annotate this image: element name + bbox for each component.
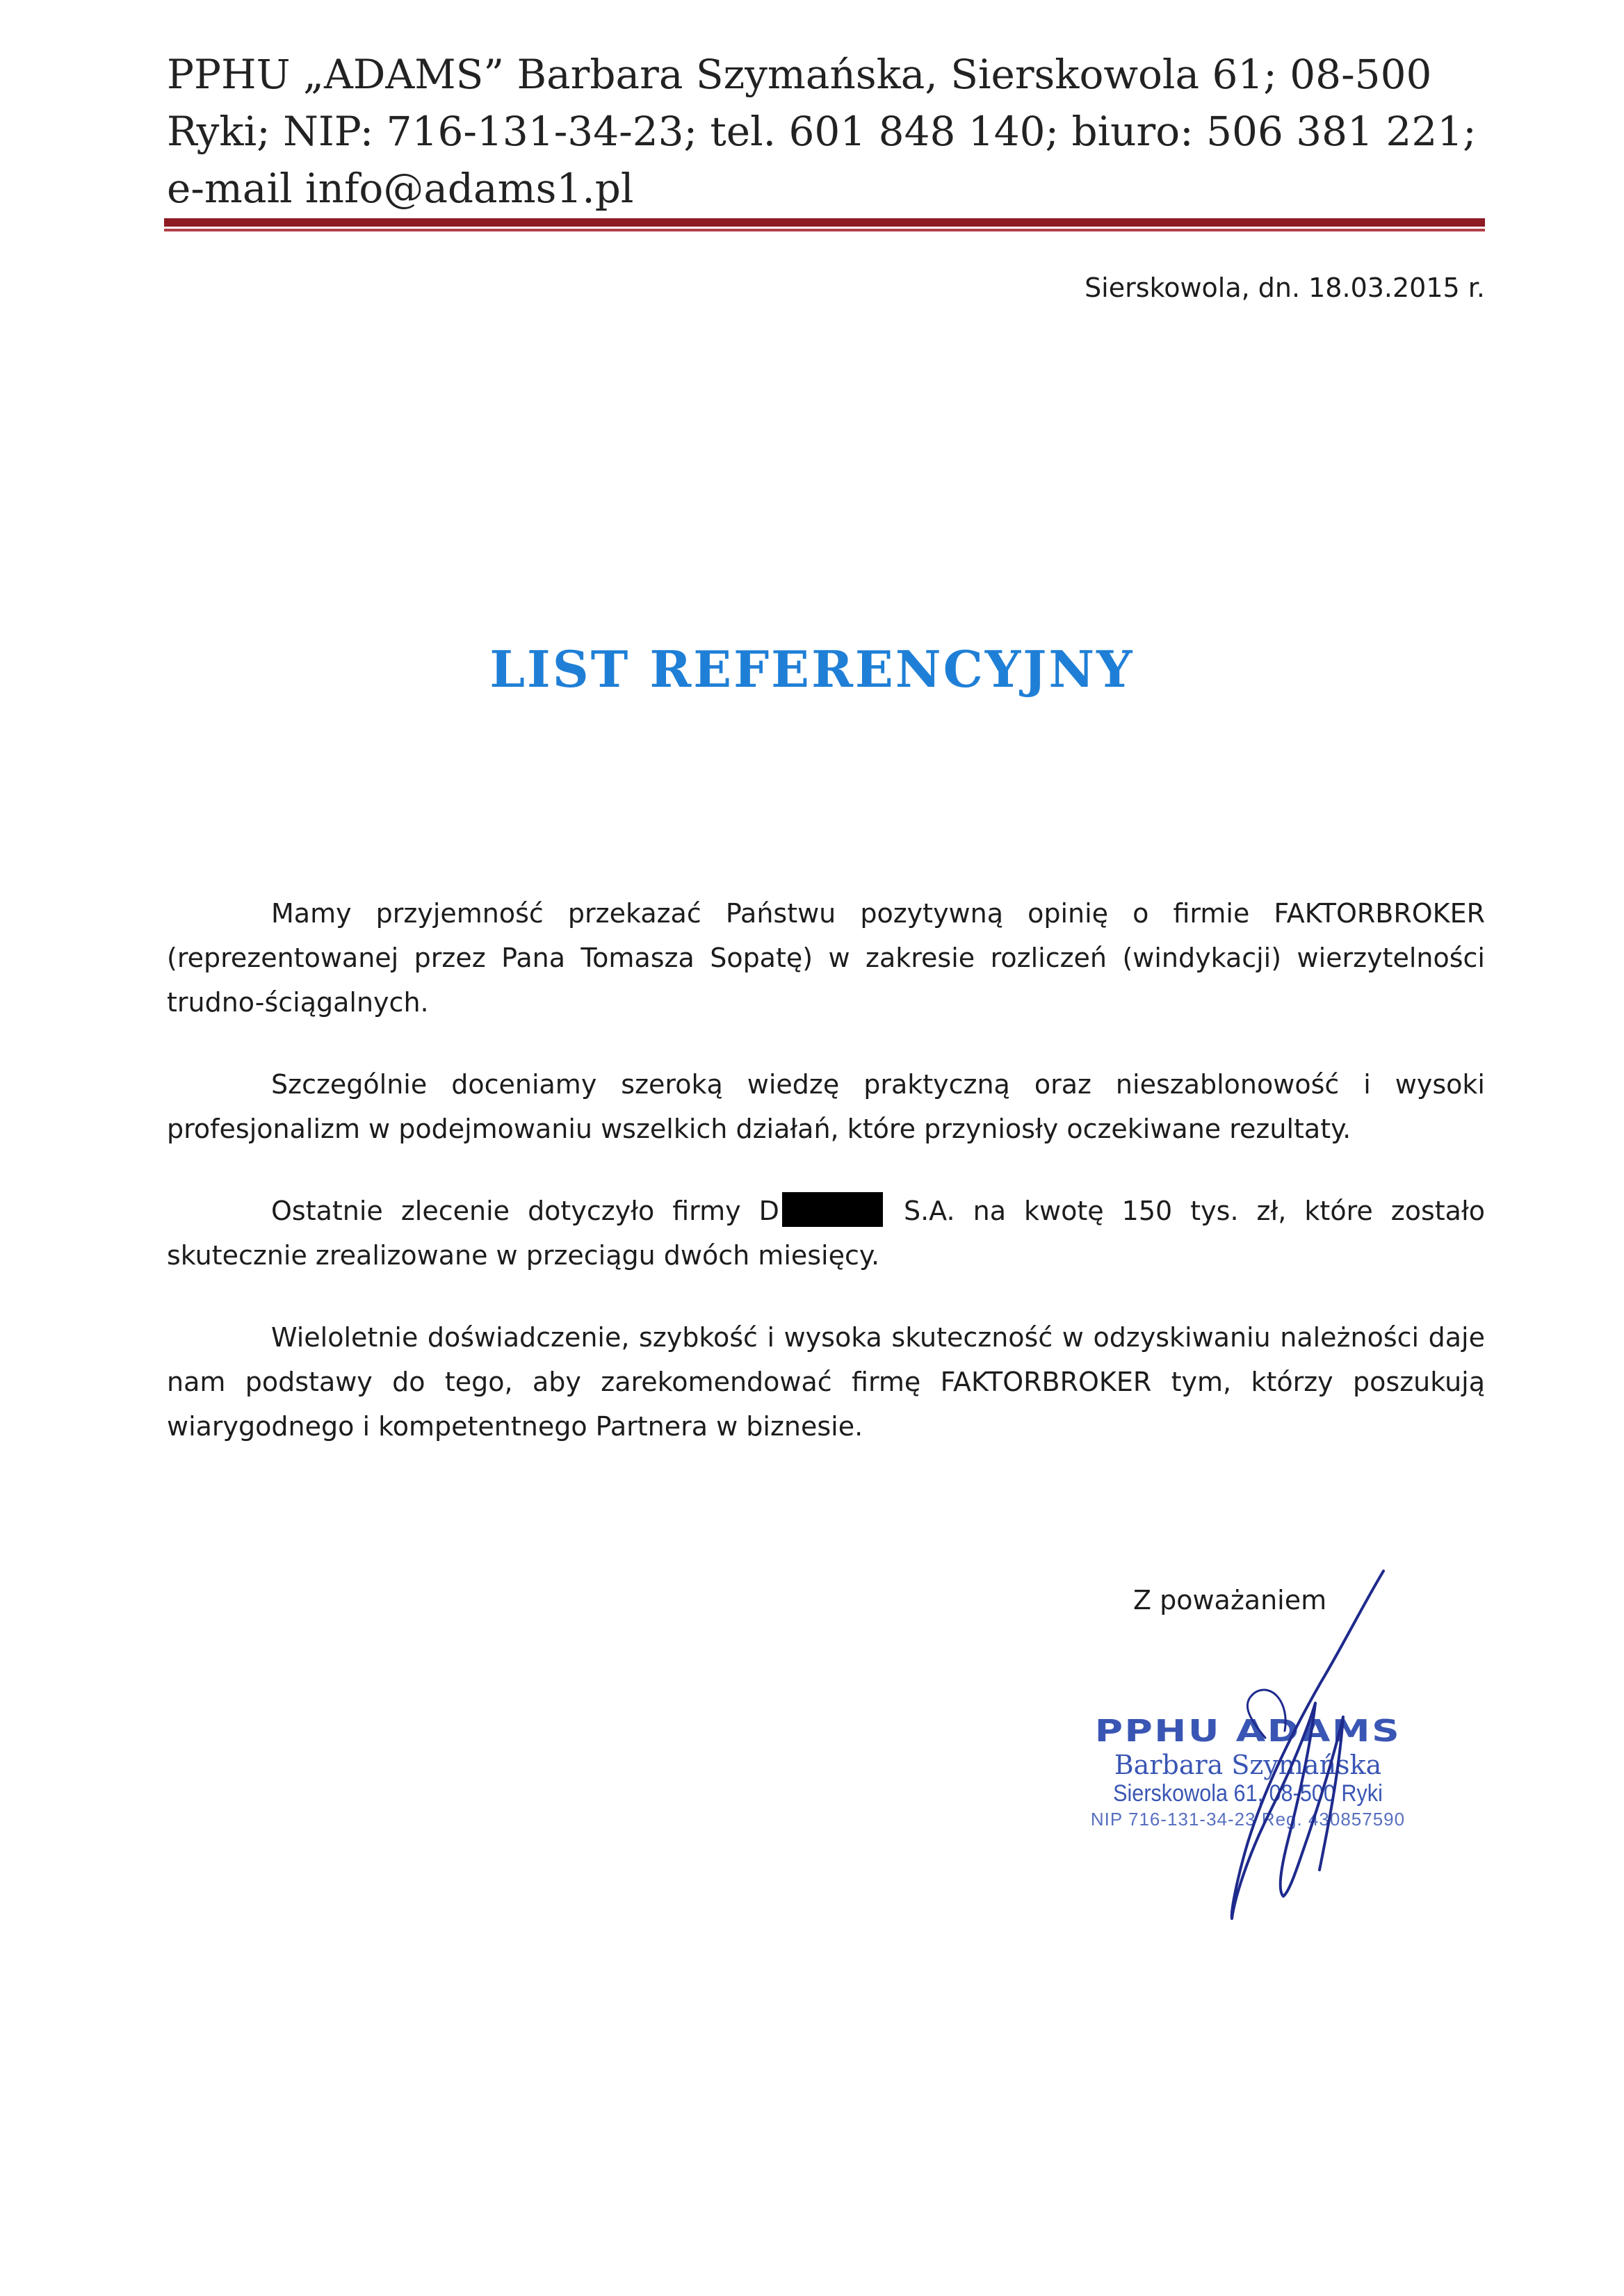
stamp-address: Sierskowola 61, 08-500 Ryki — [1113, 1780, 1383, 1807]
stamp-company-name: PPHU ADAMS — [1094, 1713, 1402, 1749]
paragraph-2: Szczególnie doceniamy szeroką wiedzę praktyczną oraz nieszablonowość i wysoki profesjonalizm w podejmowaniu wszelkich działań, które przyniosły oczekiwane rezultaty. — [167, 1069, 1485, 1144]
closing-salutation: Z poważaniem — [1133, 1585, 1327, 1615]
paragraph-3 — [167, 1189, 1485, 1278]
letter-title: LIST REFERENCYJNY — [489, 640, 1135, 699]
letterhead-line-2: Ryki; NIP: 716-131-34-23; tel. 601 848 140; biuro: 506 381 221; — [167, 108, 1477, 155]
paragraph-3-start: Ostatnie zlecenie dotyczyło firmy D — [271, 1196, 779, 1226]
stamp-owner: Barbara Szymańska — [1114, 1750, 1382, 1780]
paragraph-3-end: S.A. na kwotę 150 tys. zł, które zostało skutecznie zrealizowane w przeciągu dwóch miesięcy. — [167, 1196, 1486, 1271]
letterhead-divider — [164, 218, 1485, 227]
letter-body — [167, 891, 1485, 1486]
paragraph-1: Mamy przyjemność przekazać Państwu pozytywną opinię o firmie FAKTORBROKER (reprezentowanej przez Pana Tomasza Sopatę) w zakresie rozliczeń (windykacji) wierzytelności trudno-ściągalnych. — [167, 898, 1485, 1018]
letter-date: Sierskowola, dn. 18.03.2015 r. — [1085, 272, 1485, 303]
letterhead-line-1: PPHU „ADAMS” Barbara Szymańska, Sierskowola 61; 08-500 — [167, 51, 1432, 98]
handwritten-signature — [1098, 1564, 1418, 1925]
redaction-box — [782, 1192, 883, 1227]
letterhead-line-3: e-mail info@adams1.pl — [167, 165, 634, 212]
letterhead — [167, 46, 1488, 217]
letterhead-divider-thin — [164, 229, 1485, 231]
stamp-identifiers: NIP 716-131-34-23 Reg. 430857590 — [1090, 1809, 1406, 1830]
paragraph-4: Wieloletnie doświadczenie, szybkość i wysoka skuteczność w odzyskiwaniu należności daje nam podstawy do tego, aby zarekomendować firmę FAKTORBROKER tym, którzy poszukują wiarygodnego i kompetentnego Partnera w biznesie. — [167, 1322, 1485, 1442]
